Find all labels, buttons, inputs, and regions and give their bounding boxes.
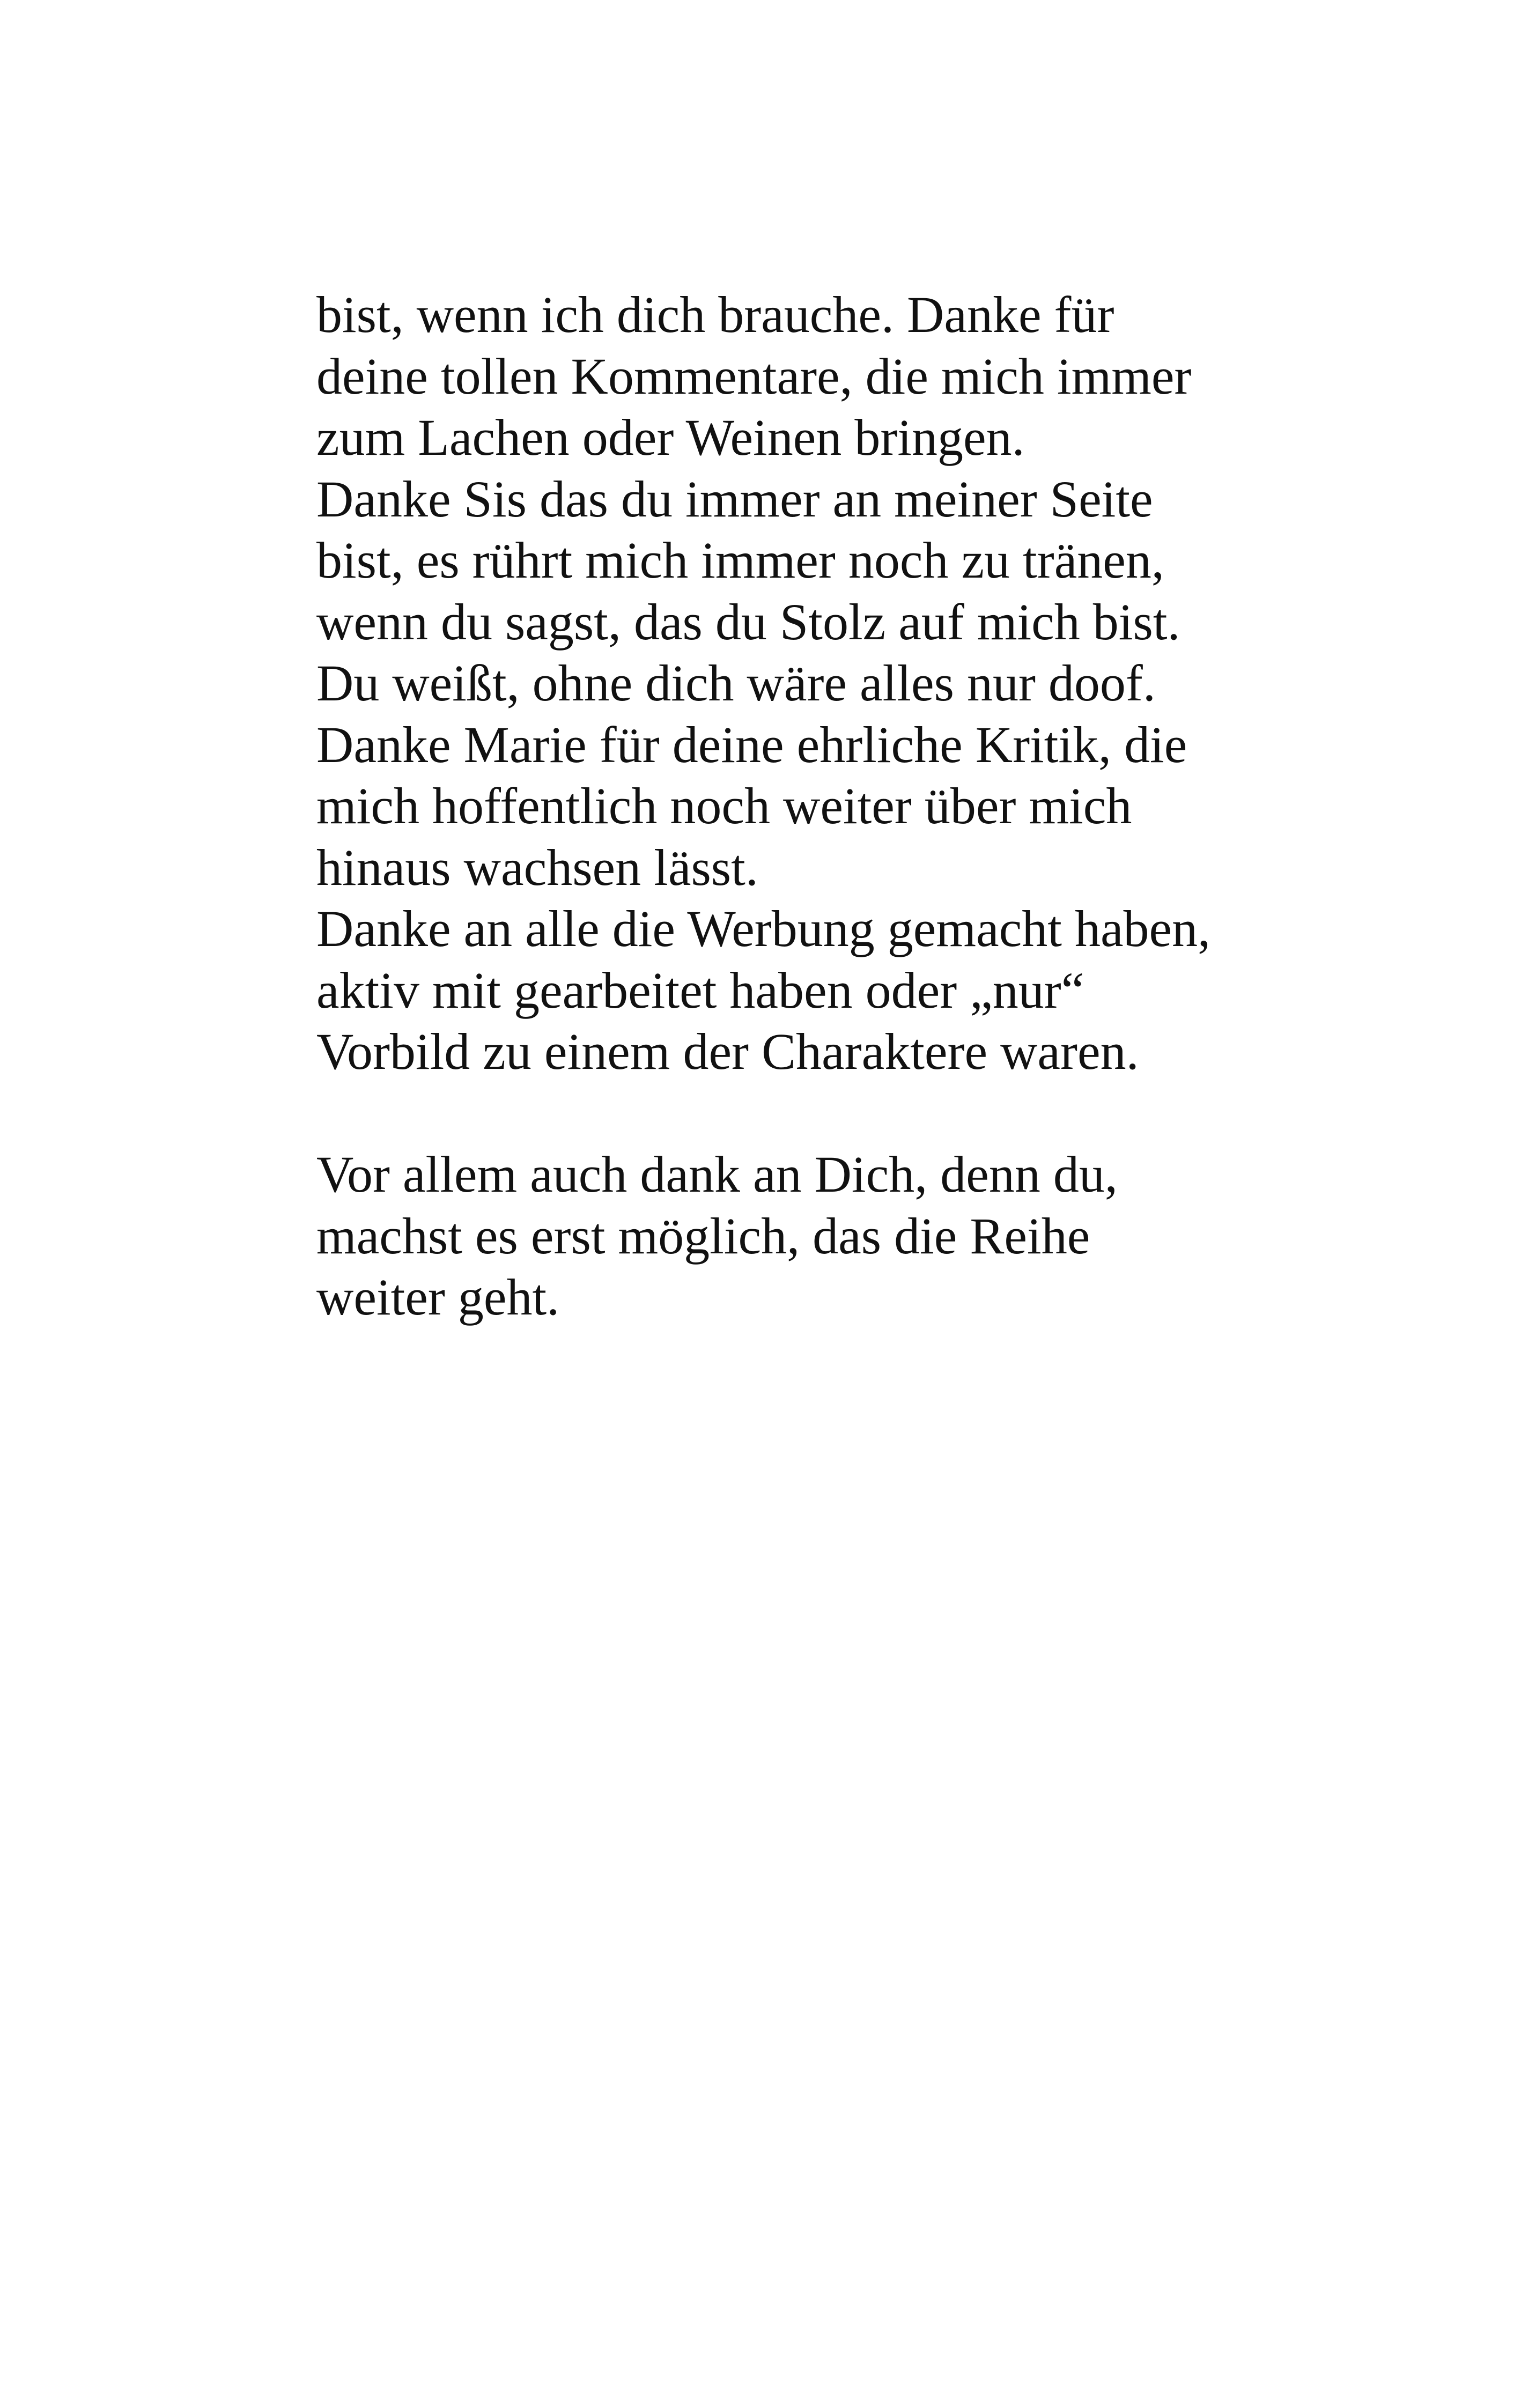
text-line: Danke an alle die Werbung gemacht haben, [316,900,1211,957]
paragraph-spacer [316,1083,1335,1144]
text-line: Danke Marie für deine ehrliche Kritik, die [316,715,1187,773]
text-line: wenn du sagst, das du Stolz auf mich bist. [316,593,1180,651]
text-line: mich hoffentlich noch weiter über mich [316,777,1132,834]
text-line: Danke Sis das du immer an meiner Seite [316,470,1153,528]
text-line: Vor allem auch dank an Dich, denn du, [316,1146,1118,1203]
text-line: Vorbild zu einem der Charaktere waren. [316,1023,1139,1080]
text-line: hinaus wachsen lässt. [316,838,758,896]
text-line: bist, es rührt mich immer noch zu tränen, [316,531,1164,589]
text-line: weiter geht. [316,1268,560,1326]
text-line: machst es erst möglich, das die Reihe [316,1207,1090,1265]
text-line: aktiv mit gearbeitet haben oder „nur“ [316,961,1084,1019]
text-line: zum Lachen oder Weinen bringen. [316,409,1025,466]
text-line: Du weißt, ohne dich wäre alles nur doof. [316,654,1156,712]
text-line: deine tollen Kommentare, die mich immer [316,347,1192,405]
text-line: bist, wenn ich dich brauche. Danke für [316,286,1114,343]
page-body-text [316,284,1335,1328]
